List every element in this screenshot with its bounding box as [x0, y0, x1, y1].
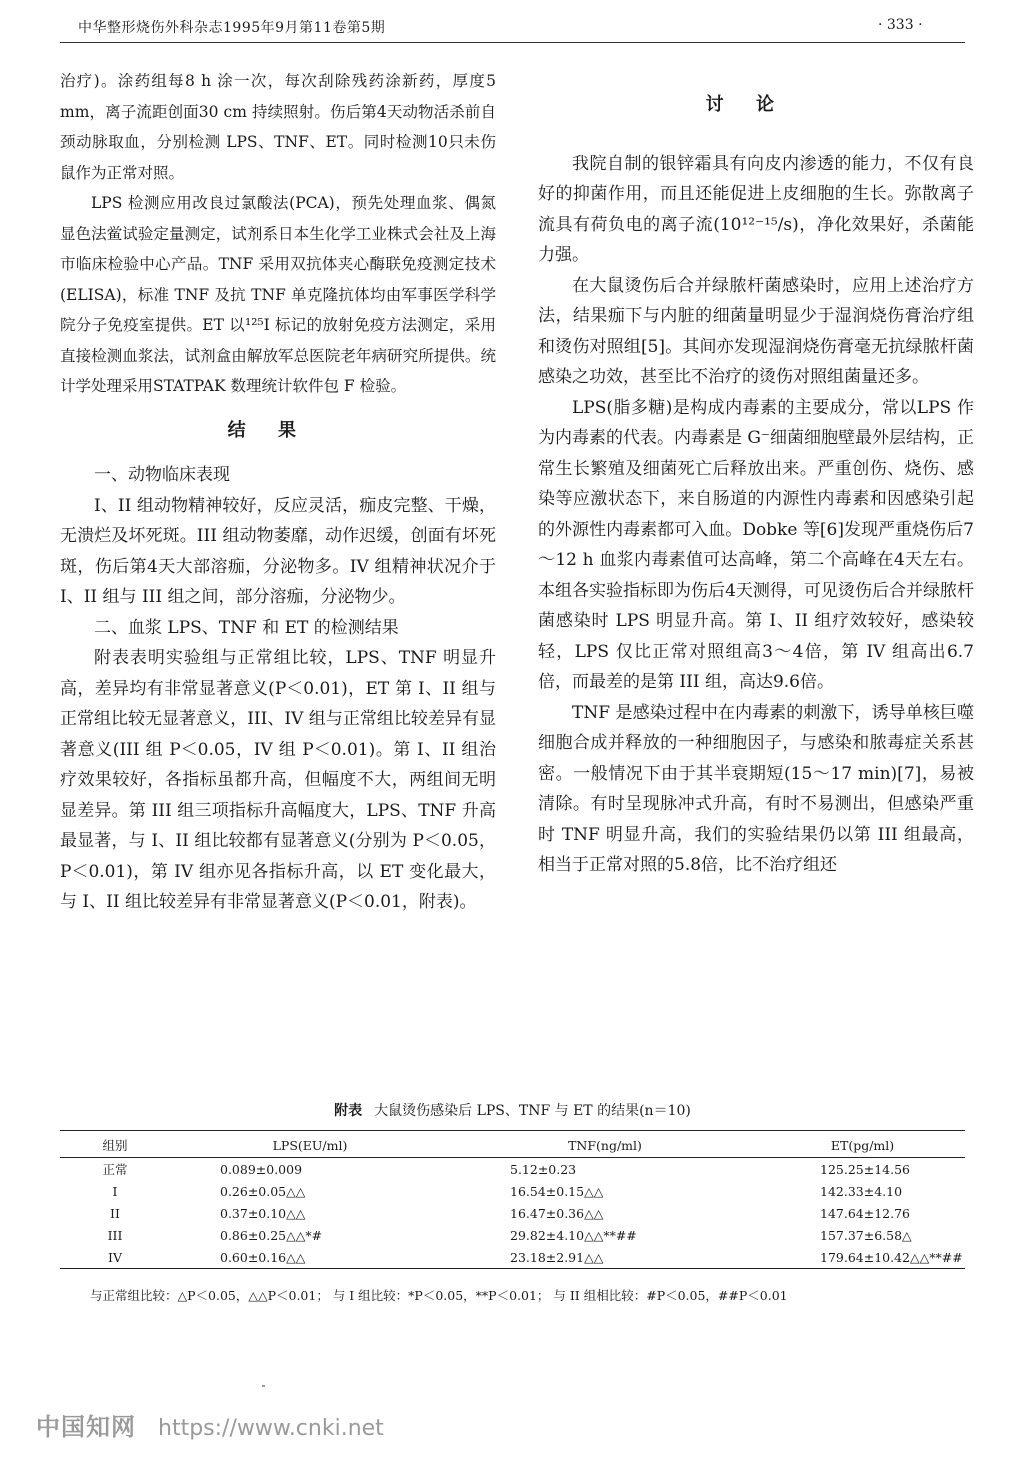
results-table: [60, 1130, 965, 1269]
table-cell: III: [107, 1227, 123, 1243]
table-cell: 16.54±0.15△△: [510, 1183, 604, 1199]
column-header: ET(pg/ml): [760, 1131, 965, 1158]
cnki-logo: 中国知网: [36, 1413, 136, 1441]
column-header: 组别: [60, 1131, 170, 1158]
right-column: [538, 66, 974, 881]
subheading: 二、血浆 LPS、TNF 和 ET 的检测结果: [94, 617, 399, 638]
table-row: [60, 1180, 965, 1202]
scan-speck: [262, 1385, 265, 1387]
left-column: [60, 66, 496, 918]
caption-text: 大鼠烫伤感染后 LPS、TNF 与 ET 的结果(n＝10): [374, 1103, 691, 1119]
subheading: 一、动物临床表现: [94, 465, 230, 485]
paragraph: 治疗)。涂药组每8 h 涂一次，每次刮除残药涂新药，厚度5 mm，离子流距创面30 cm 持续照射。伤后第4天动物活杀前自颈动脉取血，分别检测 LPS、TNF、ET。同时检测10只未伤鼠作为正常对照。: [60, 72, 496, 182]
table-cell: 147.64±12.76: [820, 1205, 910, 1221]
table-cell: 5.12±0.23: [510, 1161, 577, 1177]
paragraph: 附表表明实验组与正常组比较，LPS、TNF 明显升高，差异均有非常显著意义(P＜0.01)，ET 第 I、II 组与正常组比较无显著意义，III、IV 组与正常组比较差异有显著意义(III 组 P＜0.05，IV 组 P＜0.01)。第 I、II 组治疗效果较好，各指标虽都升高，但幅度不大，两组间无明显差异。第 III 组三项指标升高幅度大，LPS、TNF 升高最显著，与 I、II 组比较都有显著意义(分别为 P＜0.05，P＜0.01)，第 IV 组亦见各指标升高，以 ET 变化最大，与 I、II 组比较差异有非常显著意义(P＜0.01，附表)。: [60, 648, 496, 912]
table-cell: 正常: [102, 1162, 128, 1177]
cnki-url: https://www.cnki.net: [158, 1416, 384, 1441]
page-number: · 333 ·: [878, 17, 923, 33]
table-cell: 0.26±0.05△△: [220, 1183, 306, 1199]
paragraph: I、II 组动物精神较好，反应灵活，痂皮完整、干燥，无溃烂及坏死斑。III 组动物萎靡，动作迟缓，创面有坏死斑，伤后第4天大部溶痂，分泌物多。IV 组精神状况介于 I、II 组与 III 组之间，部分溶痂，分泌物少。: [60, 495, 496, 607]
column-header: LPS(EU/ml): [170, 1131, 450, 1158]
paragraph: TNF 是感染过程中在内毒素的刺激下，诱导单核巨噬细胞合成并释放的一种细胞因子，与感染和脓毒症关系甚密。一般情况下由于其半衰期短(15～17 min)[7]，易被清除。有时呈现脉冲式升高，有时不易测出，但感染严重时 TNF 明显升高，我们的实验结果仍以第 III 组最高，相当于正常对照的5.8倍，比不治疗组还: [538, 702, 974, 875]
table-cell: 0.089±0.009: [220, 1161, 303, 1177]
cnki-watermark: [36, 1407, 384, 1442]
paragraph: LPS 检测应用改良过氯酸法(PCA)，预先处理血浆、偶氮显色法鲎试验定量测定，试剂系日本生化学工业株式会社及上海市临床检验中心产品。TNF 采用双抗体夹心酶联免疫测定技术(ELISA)，标准 TNF 及抗 TNF 单克隆抗体均由军事医学科学院分子免疫室提供。ET 以¹²⁵I 标记的放射免疫方法测定，采用直接检测血浆法，试剂盒由解放军总医院老年病研究所提供。统计学处理采用STATPAK 数理统计软件包 F 检验。: [60, 194, 496, 395]
table-cell: 16.47±0.36△△: [510, 1205, 604, 1221]
header-rule: [60, 42, 965, 43]
table-cell: 23.18±2.91△△: [450, 1246, 760, 1269]
table-header-row: [60, 1131, 965, 1158]
table-cell: 179.64±10.42△△**##: [760, 1246, 965, 1269]
table-cell: 142.33±4.10: [820, 1183, 903, 1199]
discussion-heading: 讨论: [705, 94, 807, 115]
table-cell: 0.86±0.25△△*#: [220, 1227, 323, 1243]
table-row: [60, 1246, 965, 1269]
table-cell: 157.37±6.58△: [820, 1227, 912, 1243]
column-header: TNF(ng/ml): [450, 1131, 760, 1158]
table-cell: 29.82±4.10△△**##: [510, 1227, 637, 1243]
table-row: [60, 1158, 965, 1181]
results-heading: 结果: [227, 419, 329, 441]
table-row: [60, 1202, 965, 1224]
table-row: [60, 1224, 965, 1246]
paragraph: 我院自制的银锌霜具有向皮内渗透的能力，不仅有良好的抑菌作用，而且还能促进上皮细胞的生长。弥散离子流具有荷负电的离子流(10¹²⁻¹⁵/s)，净化效果好，杀菌能力强。: [538, 153, 974, 265]
table-caption: [60, 1100, 965, 1120]
journal-header: 中华整形烧伤外科杂志1995年9月第11卷第5期: [78, 20, 386, 36]
paragraph: 在大鼠烫伤后合并绿脓杆菌感染时，应用上述治疗方法，结果痂下与内脏的细菌量明显少于湿润烧伤膏治疗组和烫伤对照组[5]。其间亦发现湿润烧伤膏毫无抗绿脓杆菌感染之功效，甚至比不治疗的烫伤对照组菌量还多。: [538, 275, 974, 387]
paragraph: LPS(脂多糖)是构成内毒素的主要成分，常以LPS 作为内毒素的代表。内毒素是 G⁻细菌细胞壁最外层结构，正常生长繁殖及细菌死亡后释放出来。严重创伤、烧伤、感染等应激状态下，来自肠道的内源性内毒素和因感染引起的外源性内毒素都可入血。Dobke 等[6]发现严重烧伤后7～12 h 血浆内毒素值可达高峰，第二个高峰在4天左右。本组各实验指标即为伤后4天测得，可见烫伤后合并绿脓杆菌感染时 LPS 明显升高。第 I、II 组疗效较好，感染较轻，LPS 仅比正常对照组高3～4倍，第 IV 组高出6.7倍，而最差的是第 III 组，高达9.6倍。: [538, 397, 974, 692]
table-cell: I: [112, 1183, 118, 1199]
table-cell: II: [110, 1205, 120, 1221]
table-footnote: 与正常组比较：△P＜0.05，△△P＜0.01； 与 I 组比较：*P＜0.05，**P＜0.01； 与 II 组相比较：#P＜0.05，##P＜0.01: [90, 1288, 788, 1303]
table-cell: 125.25±14.56: [820, 1161, 910, 1177]
table-cell: 0.60±0.16△△: [170, 1246, 450, 1269]
table-cell: 0.37±0.10△△: [220, 1205, 306, 1221]
table-cell: IV: [60, 1246, 170, 1269]
caption-label: 附表: [334, 1103, 363, 1119]
